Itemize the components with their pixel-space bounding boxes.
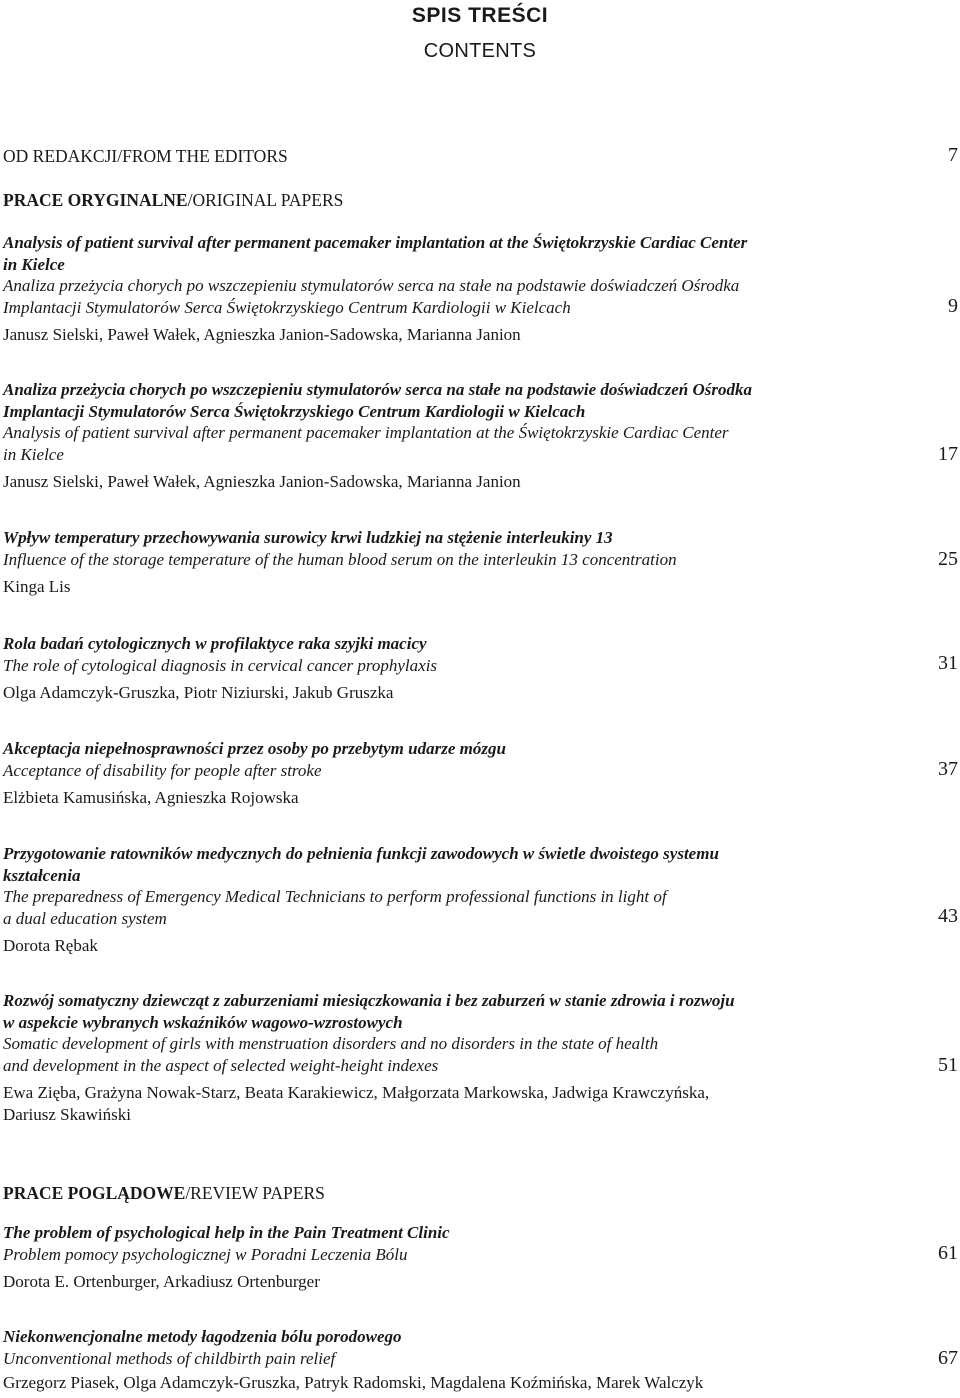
entry-title-line: Analysis of patient survival after permanent pacemaker implantation at the Świętokrzyskie Cardiac Center bbox=[3, 233, 748, 252]
entry-subtitle-line: in Kielce bbox=[3, 444, 64, 464]
entry-page-number: 51 bbox=[938, 1054, 958, 1076]
entry-subtitle-line: Analysis of patient survival after permanent pacemaker implantation at the Świętokrzyskie Cardiac Center bbox=[3, 423, 729, 442]
entry-authors: Olga Adamczyk-Gruszka, Piotr Niziurski, Jakub Gruszka bbox=[3, 683, 394, 702]
entry-authors: Grzegorz Piasek, Olga Adamczyk-Gruszka, Patryk Radomski, Magdalena Koźmińska, Marek Walczyk bbox=[3, 1373, 704, 1392]
entry-title-line: in Kielce bbox=[3, 254, 65, 274]
original-papers-heading bbox=[3, 190, 343, 211]
entry-page-number: 43 bbox=[938, 905, 958, 927]
heading-bold: PRACE POGLĄDOWE bbox=[3, 1183, 186, 1203]
entry-authors: Dorota Rębak bbox=[3, 936, 98, 955]
entry-subtitle-line: Influence of the storage temperature of the human blood serum on the interleukin 13 concentration bbox=[3, 549, 677, 569]
toc-entry[interactable] bbox=[3, 990, 913, 1125]
entry-subtitle-line: Acceptance of disability for people after stroke bbox=[3, 760, 322, 780]
heading-rest: /REVIEW PAPERS bbox=[185, 1183, 325, 1203]
entry-page-number: 9 bbox=[948, 295, 958, 317]
toc-entry[interactable] bbox=[3, 633, 913, 704]
entry-title-line: Rola badań cytologicznych w profilaktyce raka szyjki macicy bbox=[3, 634, 427, 653]
entry-title-line: Rozwój somatyczny dziewcząt z zaburzeniami miesiączkowania i bez zaburzeń w stanie zdrowia i rozwoju bbox=[3, 991, 735, 1010]
toc-entry[interactable] bbox=[3, 379, 913, 493]
toc-entry[interactable] bbox=[3, 1326, 913, 1394]
entry-subtitle-line: Implantacji Stymulatorów Serca Świętokrzyskiego Centrum Kardiologii w Kielcach bbox=[3, 297, 571, 317]
entry-subtitle-line: Analiza przeżycia chorych po wszczepieniu stymulatorów serca na stałe na podstawie doświadczeń Ośrodka bbox=[3, 276, 740, 295]
entry-authors: Janusz Sielski, Paweł Wałek, Agnieszka Janion-Sadowska, Marianna Janion bbox=[3, 325, 521, 344]
heading-bold: PRACE ORYGINALNE bbox=[3, 190, 188, 210]
entry-authors: Elżbieta Kamusińska, Agnieszka Rojowska bbox=[3, 788, 299, 807]
entry-title-line: Przygotowanie ratowników medycznych do pełnienia funkcji zawodowych w świetle dwoistego systemu bbox=[3, 844, 719, 863]
entry-title-line: Wpływ temperatury przechowywania surowicy krwi ludzkiej na stężenie interleukiny 13 bbox=[3, 528, 613, 547]
entry-subtitle-line: The preparedness of Emergency Medical Technicians to perform professional functions in light of bbox=[3, 887, 667, 906]
entry-page-number: 61 bbox=[938, 1242, 958, 1264]
entry-authors: Kinga Lis bbox=[3, 577, 71, 596]
entry-authors-continued: Dariusz Skawiński bbox=[3, 1104, 131, 1124]
editors-page-number: 7 bbox=[948, 144, 958, 166]
entry-page-number: 31 bbox=[938, 652, 958, 674]
entry-page-number: 37 bbox=[938, 758, 958, 780]
entry-page-number: 25 bbox=[938, 548, 958, 570]
entry-title-line: Niekonwencjonalne metody łagodzenia bólu porodowego bbox=[3, 1327, 402, 1346]
entry-subtitle-line: Unconventional methods of childbirth pain relief bbox=[3, 1348, 336, 1368]
entry-title-line: Akceptacja niepełnosprawności przez osoby po przebytym udarze mózgu bbox=[3, 739, 506, 758]
toc-entry[interactable] bbox=[3, 232, 913, 346]
entry-page-number: 67 bbox=[938, 1347, 958, 1369]
toc-entry[interactable] bbox=[3, 1222, 913, 1293]
entry-title-line: kształcenia bbox=[3, 865, 81, 885]
entry-title-line: Implantacji Stymulatorów Serca Świętokrzyskiego Centrum Kardiologii w Kielcach bbox=[3, 401, 586, 421]
heading-rest: /ORIGINAL PAPERS bbox=[187, 190, 344, 210]
entry-subtitle-line: The role of cytological diagnosis in cervical cancer prophylaxis bbox=[3, 655, 438, 675]
entry-authors: Dorota E. Ortenburger, Arkadiusz Ortenburger bbox=[3, 1272, 320, 1291]
entry-authors: Janusz Sielski, Paweł Wałek, Agnieszka Janion-Sadowska, Marianna Janion bbox=[3, 472, 521, 491]
review-papers-heading bbox=[3, 1183, 325, 1204]
entry-subtitle-line: Problem pomocy psychologicznej w Poradni Leczenia Bólu bbox=[3, 1244, 408, 1264]
entry-title-line: Analiza przeżycia chorych po wszczepieniu stymulatorów serca na stałe na podstawie doświadczeń Ośrodka bbox=[3, 380, 752, 399]
page-title: SPIS TREŚCI bbox=[411, 4, 549, 27]
entry-authors: Ewa Zięba, Grażyna Nowak-Starz, Beata Karakiewicz, Małgorzata Markowska, Jadwiga Krawczyńska, bbox=[3, 1083, 710, 1102]
entry-page-number: 17 bbox=[938, 443, 958, 465]
entry-subtitle-line: and development in the aspect of selected weight-height indexes bbox=[3, 1055, 439, 1075]
entry-title-line: The problem of psychological help in the Pain Treatment Clinic bbox=[3, 1223, 450, 1242]
entry-title-line: w aspekcie wybranych wskaźników wagowo-wzrostowych bbox=[3, 1012, 403, 1032]
page-subtitle: CONTENTS bbox=[423, 40, 537, 62]
toc-entry[interactable] bbox=[3, 843, 913, 957]
toc-entry[interactable] bbox=[3, 527, 913, 598]
entry-subtitle-line: a dual education system bbox=[3, 908, 167, 928]
entry-subtitle-line: Somatic development of girls with menstruation disorders and no disorders in the state of health bbox=[3, 1034, 659, 1053]
editors-section-label[interactable]: OD REDAKCJI/FROM THE EDITORS bbox=[3, 146, 288, 166]
toc-entry[interactable] bbox=[3, 738, 913, 809]
